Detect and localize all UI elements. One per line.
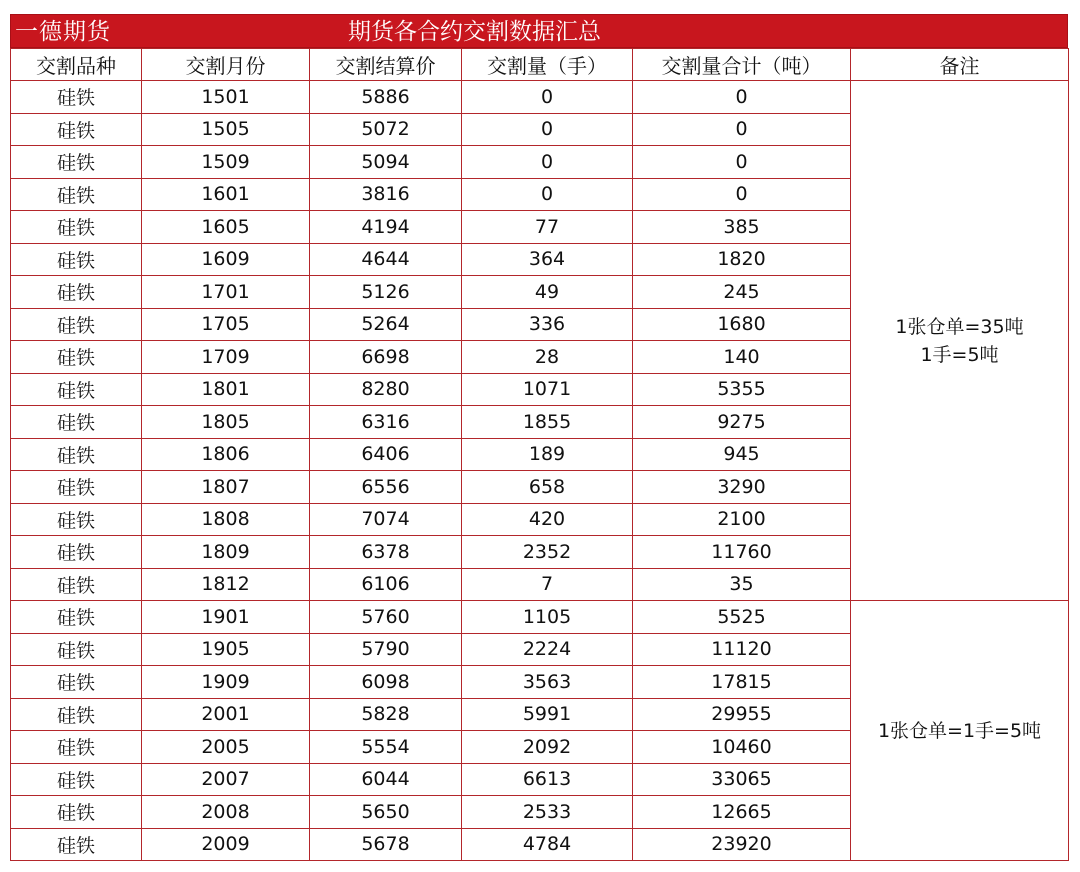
settlement-price-cell: 6406: [310, 438, 462, 471]
month-cell: 2008: [142, 796, 310, 829]
variety-cell: 硅铁: [11, 308, 142, 341]
total-tons-cell: 12665: [633, 796, 851, 829]
month-cell: 1505: [142, 113, 310, 146]
total-tons-cell: 9275: [633, 406, 851, 439]
lots-cell: 4784: [462, 828, 633, 861]
lots-cell: 189: [462, 438, 633, 471]
total-tons-cell: 29955: [633, 698, 851, 731]
column-header-variety: 交割品种: [11, 49, 142, 81]
lots-cell: 0: [462, 81, 633, 114]
settlement-price-cell: 4194: [310, 211, 462, 244]
total-tons-cell: 5525: [633, 601, 851, 634]
lots-cell: 0: [462, 113, 633, 146]
variety-cell: 硅铁: [11, 178, 142, 211]
settlement-price-cell: 5828: [310, 698, 462, 731]
month-cell: 1801: [142, 373, 310, 406]
lots-cell: 7: [462, 568, 633, 601]
lots-cell: 1105: [462, 601, 633, 634]
column-header-lots: 交割量（手）: [462, 49, 633, 81]
delivery-summary-sheet: [10, 14, 1068, 861]
lots-cell: 1071: [462, 373, 633, 406]
settlement-price-cell: 5678: [310, 828, 462, 861]
variety-cell: 硅铁: [11, 373, 142, 406]
month-cell: 1905: [142, 633, 310, 666]
month-cell: 2005: [142, 731, 310, 764]
settlement-price-cell: 5790: [310, 633, 462, 666]
total-tons-cell: 3290: [633, 471, 851, 504]
month-cell: 1809: [142, 536, 310, 569]
settlement-price-cell: 6106: [310, 568, 462, 601]
variety-cell: 硅铁: [11, 146, 142, 179]
remarks-line: 1手=5吨: [920, 343, 999, 366]
settlement-price-cell: 5760: [310, 601, 462, 634]
lots-cell: 2533: [462, 796, 633, 829]
month-cell: 1709: [142, 341, 310, 374]
settlement-price-cell: 6098: [310, 666, 462, 699]
settlement-price-cell: 5886: [310, 81, 462, 114]
month-cell: 1812: [142, 568, 310, 601]
settlement-price-cell: 3816: [310, 178, 462, 211]
variety-cell: 硅铁: [11, 406, 142, 439]
variety-cell: 硅铁: [11, 698, 142, 731]
lots-cell: 1855: [462, 406, 633, 439]
settlement-price-cell: 5094: [310, 146, 462, 179]
total-tons-cell: 245: [633, 276, 851, 309]
lots-cell: 6613: [462, 763, 633, 796]
lots-cell: 2352: [462, 536, 633, 569]
variety-cell: 硅铁: [11, 438, 142, 471]
total-tons-cell: 1820: [633, 243, 851, 276]
variety-cell: 硅铁: [11, 666, 142, 699]
month-cell: 2001: [142, 698, 310, 731]
lots-cell: 3563: [462, 666, 633, 699]
settlement-price-cell: 6316: [310, 406, 462, 439]
settlement-price-cell: 6556: [310, 471, 462, 504]
remarks-cell: [851, 601, 1069, 861]
lots-cell: 28: [462, 341, 633, 374]
month-cell: 1909: [142, 666, 310, 699]
month-cell: 1605: [142, 211, 310, 244]
table-body: [11, 81, 1069, 861]
month-cell: 1601: [142, 178, 310, 211]
header-row: [11, 49, 1069, 81]
variety-cell: 硅铁: [11, 341, 142, 374]
title-bar: [10, 14, 1068, 48]
settlement-price-cell: 5126: [310, 276, 462, 309]
month-cell: 1501: [142, 81, 310, 114]
lots-cell: 77: [462, 211, 633, 244]
variety-cell: 硅铁: [11, 568, 142, 601]
total-tons-cell: 140: [633, 341, 851, 374]
total-tons-cell: 2100: [633, 503, 851, 536]
month-cell: 1807: [142, 471, 310, 504]
total-tons-cell: 11120: [633, 633, 851, 666]
lots-cell: 5991: [462, 698, 633, 731]
month-cell: 2009: [142, 828, 310, 861]
remarks-cell: [851, 81, 1069, 601]
settlement-price-cell: 6378: [310, 536, 462, 569]
month-cell: 2007: [142, 763, 310, 796]
total-tons-cell: 385: [633, 211, 851, 244]
lots-cell: 0: [462, 146, 633, 179]
variety-cell: 硅铁: [11, 81, 142, 114]
total-tons-cell: 35: [633, 568, 851, 601]
month-cell: 1705: [142, 308, 310, 341]
total-tons-cell: 0: [633, 146, 851, 179]
total-tons-cell: 5355: [633, 373, 851, 406]
total-tons-cell: 945: [633, 438, 851, 471]
brand-name: 一德期货: [15, 19, 111, 45]
lots-cell: 420: [462, 503, 633, 536]
settlement-price-cell: 5072: [310, 113, 462, 146]
variety-cell: 硅铁: [11, 796, 142, 829]
remarks-line: 1张仓单=35吨: [895, 315, 1024, 338]
lots-cell: 364: [462, 243, 633, 276]
month-cell: 1806: [142, 438, 310, 471]
lots-cell: 658: [462, 471, 633, 504]
lots-cell: 49: [462, 276, 633, 309]
month-cell: 1701: [142, 276, 310, 309]
settlement-price-cell: 5554: [310, 731, 462, 764]
variety-cell: 硅铁: [11, 601, 142, 634]
settlement-price-cell: 4644: [310, 243, 462, 276]
column-header-total-tons: 交割量合计（吨）: [633, 49, 851, 81]
month-cell: 1609: [142, 243, 310, 276]
total-tons-cell: 0: [633, 178, 851, 211]
variety-cell: 硅铁: [11, 503, 142, 536]
variety-cell: 硅铁: [11, 633, 142, 666]
variety-cell: 硅铁: [11, 113, 142, 146]
lots-cell: 2224: [462, 633, 633, 666]
column-header-month: 交割月份: [142, 49, 310, 81]
variety-cell: 硅铁: [11, 763, 142, 796]
column-header-remarks: 备注: [851, 49, 1069, 81]
settlement-price-cell: 8280: [310, 373, 462, 406]
table-row: [11, 601, 1069, 634]
lots-cell: 0: [462, 178, 633, 211]
variety-cell: 硅铁: [11, 731, 142, 764]
lots-cell: 336: [462, 308, 633, 341]
delivery-table: [10, 48, 1069, 861]
settlement-price-cell: 5650: [310, 796, 462, 829]
variety-cell: 硅铁: [11, 471, 142, 504]
month-cell: 1901: [142, 601, 310, 634]
settlement-price-cell: 5264: [310, 308, 462, 341]
total-tons-cell: 1680: [633, 308, 851, 341]
variety-cell: 硅铁: [11, 243, 142, 276]
variety-cell: 硅铁: [11, 276, 142, 309]
settlement-price-cell: 7074: [310, 503, 462, 536]
total-tons-cell: 17815: [633, 666, 851, 699]
total-tons-cell: 0: [633, 113, 851, 146]
total-tons-cell: 0: [633, 81, 851, 114]
remarks-line: 1张仓单=1手=5吨: [877, 719, 1042, 742]
total-tons-cell: 10460: [633, 731, 851, 764]
total-tons-cell: 11760: [633, 536, 851, 569]
total-tons-cell: 33065: [633, 763, 851, 796]
variety-cell: 硅铁: [11, 536, 142, 569]
month-cell: 1509: [142, 146, 310, 179]
month-cell: 1808: [142, 503, 310, 536]
settlement-price-cell: 6044: [310, 763, 462, 796]
column-header-settlement-price: 交割结算价: [310, 49, 462, 81]
table-row: [11, 81, 1069, 114]
total-tons-cell: 23920: [633, 828, 851, 861]
settlement-price-cell: 6698: [310, 341, 462, 374]
lots-cell: 2092: [462, 731, 633, 764]
month-cell: 1805: [142, 406, 310, 439]
sheet-title: 期货各合约交割数据汇总: [348, 19, 601, 45]
variety-cell: 硅铁: [11, 211, 142, 244]
variety-cell: 硅铁: [11, 828, 142, 861]
